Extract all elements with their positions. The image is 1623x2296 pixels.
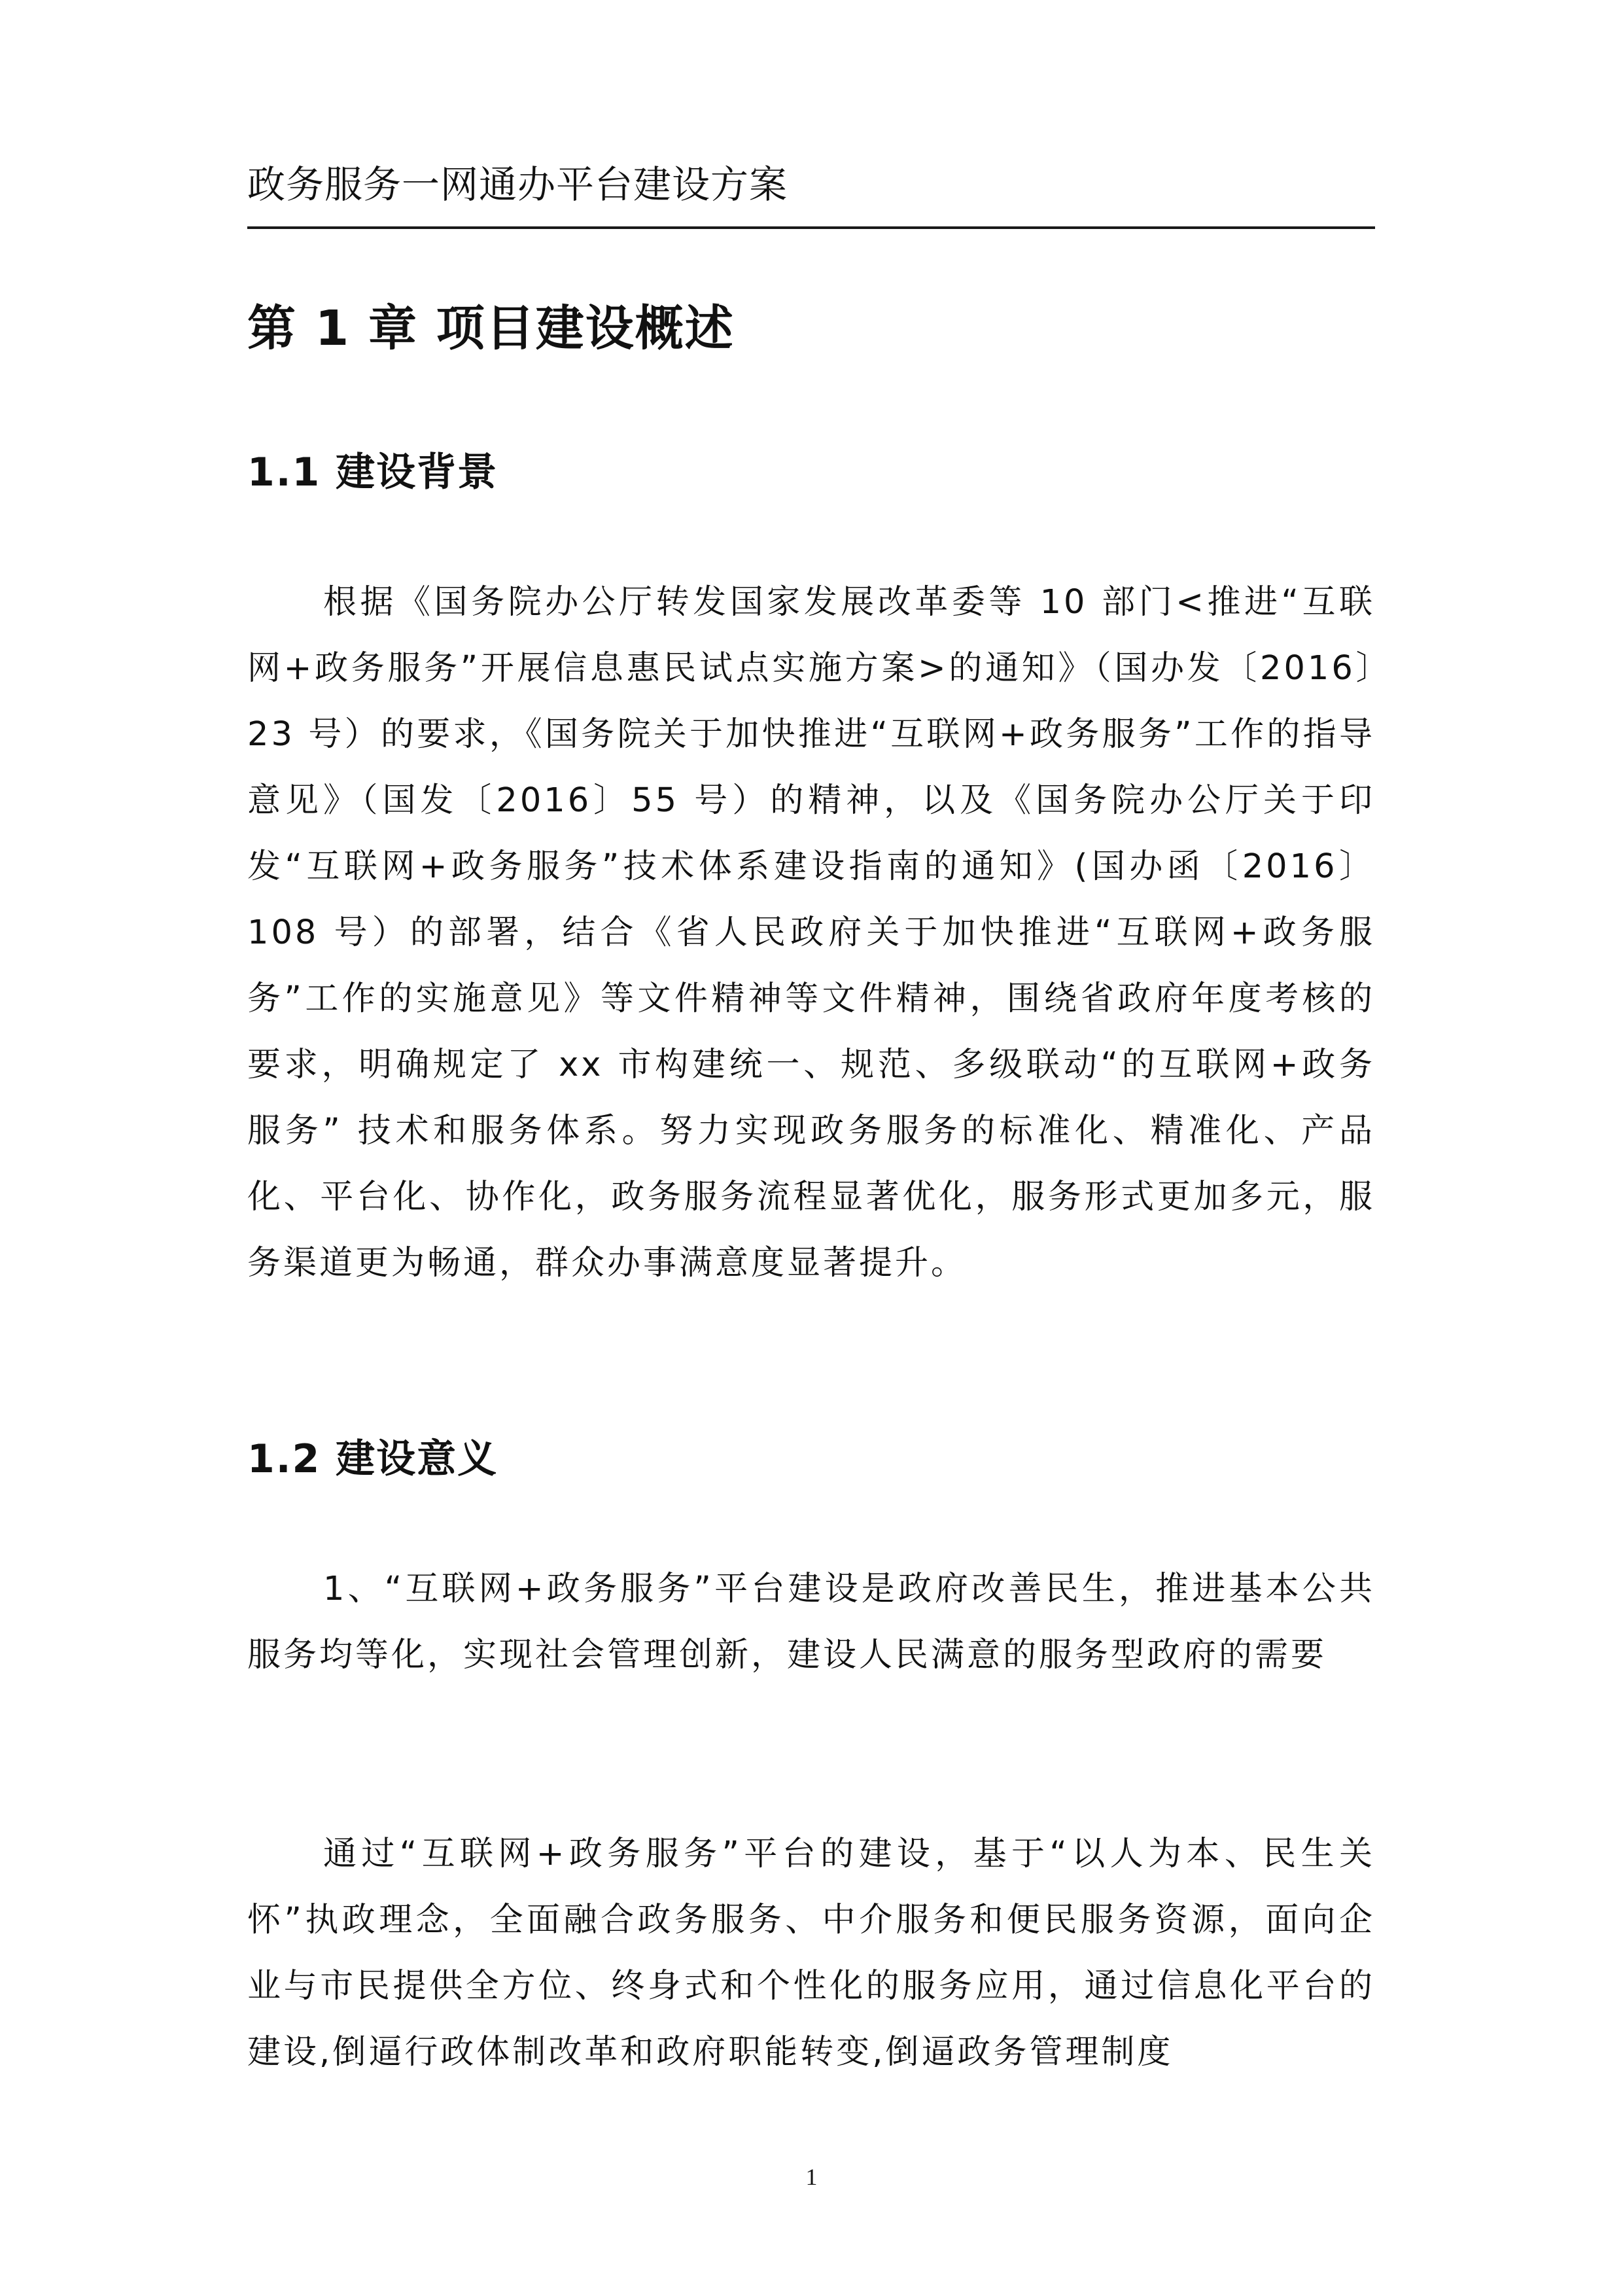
section-title-significance: 1.2 建设意义 xyxy=(247,1436,498,1482)
chapter-title: 第 1 章 项目建设概述 xyxy=(247,300,735,357)
running-header-title: 政务服务一网通办平台建设方案 xyxy=(247,162,788,207)
header-divider xyxy=(247,226,1375,229)
page-number: 1 xyxy=(805,2164,818,2190)
paragraph-significance-point-1: 1、“互联网+政务服务”平台建设是政府改善民生，推进基本公共服务均等化，实现社会管理创新，建设人民满意的服务型政府的需要 xyxy=(247,1570,1375,1674)
section-title-background: 1.1 建设背景 xyxy=(247,450,498,495)
paragraph-significance-detail: 通过“互联网+政务服务”平台的建设，基于“以人为本、民生关怀”执政理念，全面融合政务服务、中介服务和便民服务资源，面向企业与市民提供全方位、终身式和个性化的服务应用，通过信息化平台的建设,倒逼行政体制改革和政府职能转变,倒逼政务管理制度 xyxy=(247,1835,1375,2072)
paragraph-background: 根据《国务院办公厅转发国家发展改革委等 10 部门<推进“互联网+政务服务”开展信息惠民试点实施方案>的通知》（国办发〔2016〕23 号）的要求，《国务院关于加快推进“互联网+政务服务”工作的指导意见》（国发〔2016〕55 号）的精神，以及《国务院办公厅关于印发“互联网+政务服务”技术体系建设指南的通知》(国办函〔2016〕108 号）的部署，结合《省人民政府关于加快推进“互联网+政务服务”工作的实施意见》等文件精神等文件精神，围绕省政府年度考核的要求，明确规定了 xx 市构建统一、规范、多级联动“的互联网+政务服务” 技术和服务体系。努力实现政务服务的标准化、精准化、产品化、平台化、协作化，政务服务流程显著优化，服务形式更加多元，服务渠道更为畅通，群众办事满意度显著提升。 xyxy=(247,583,1375,1282)
